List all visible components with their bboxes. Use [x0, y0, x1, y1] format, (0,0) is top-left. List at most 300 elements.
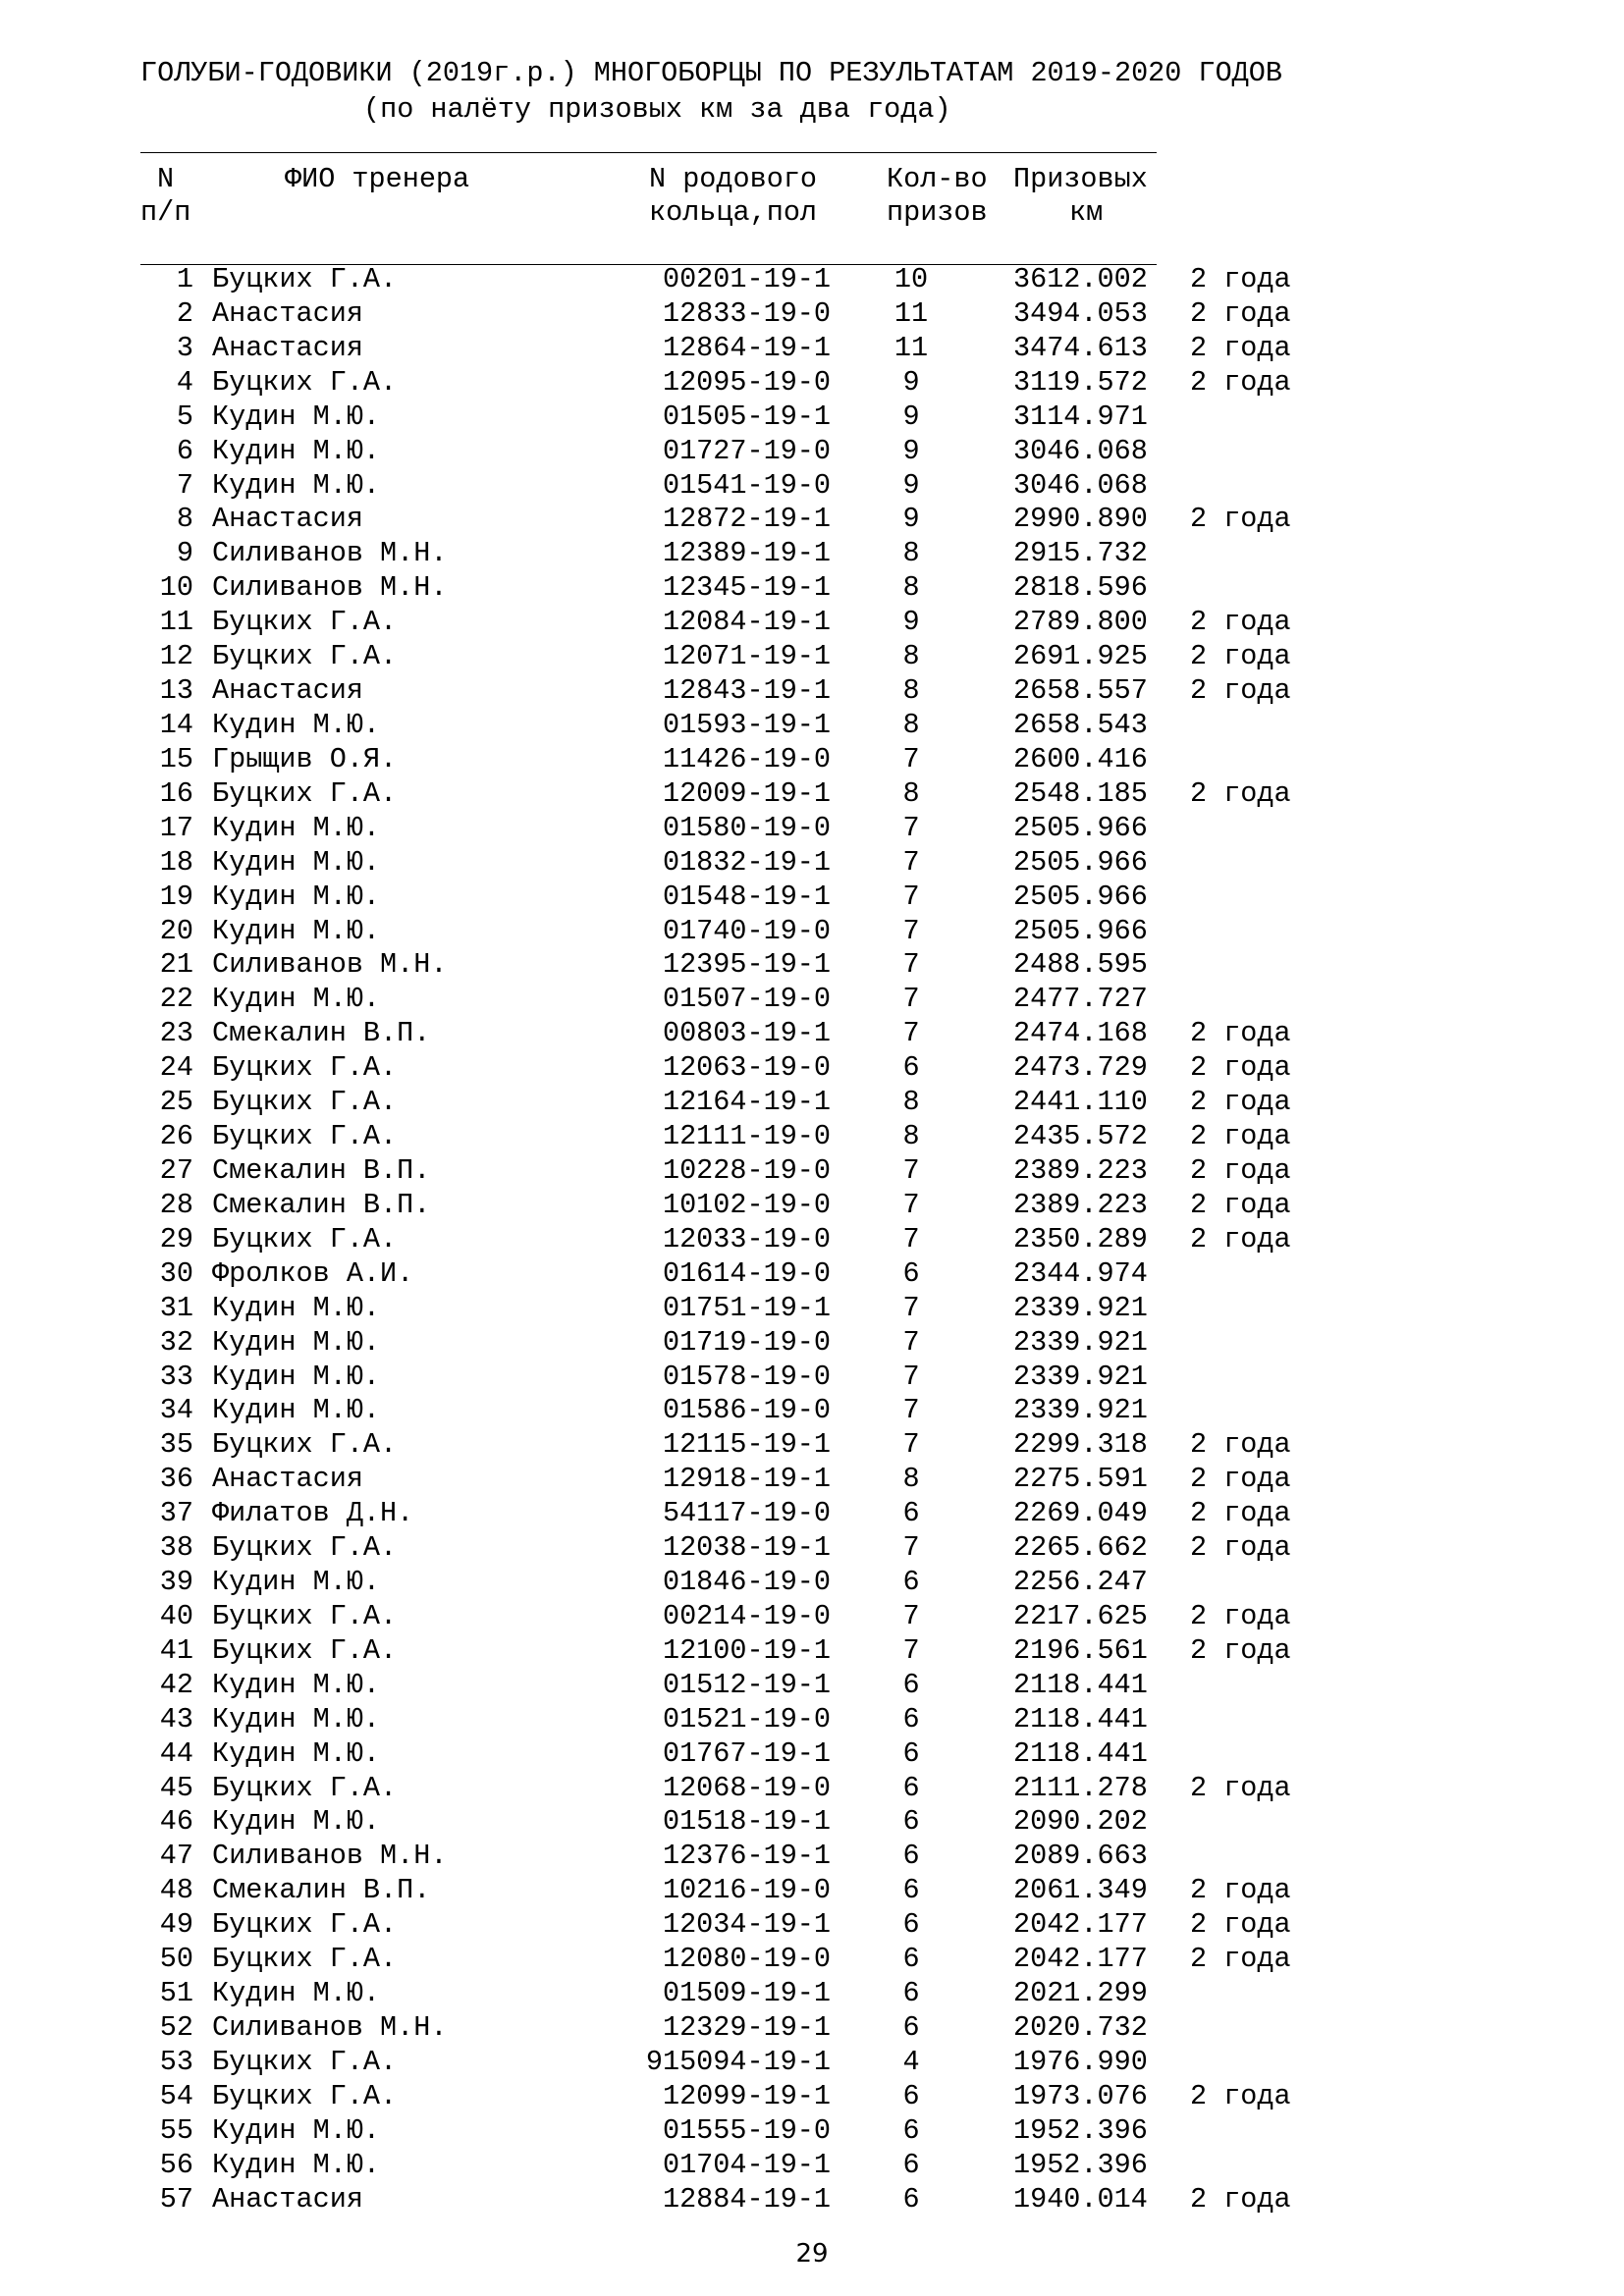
ring-number: 12080-19-0 [662, 1943, 831, 1976]
table-row [0, 1017, 1624, 1051]
table-row [0, 846, 1624, 881]
years-note: 2 года [1190, 674, 1291, 708]
prize-count: 8 [902, 674, 920, 708]
ring-number: 915094-19-1 [645, 2045, 831, 2078]
trainer-name: Анастасия [212, 503, 363, 536]
row-number: 44 [159, 1736, 193, 1770]
trainer-name: Кудин М.Ю. [212, 1805, 381, 1839]
trainer-name: Кудин М.Ю. [212, 2148, 381, 2181]
table-row [0, 1463, 1624, 1497]
years-note: 2 года [1190, 606, 1291, 639]
years-note: 2 года [1190, 365, 1291, 399]
trainer-name: Буцких Г.А. [212, 640, 398, 673]
prize-km: 2789.800 [1013, 606, 1148, 639]
table-row [0, 640, 1624, 674]
prize-km: 2691.925 [1013, 640, 1148, 673]
years-note: 2 года [1190, 1463, 1291, 1496]
prize-count: 6 [902, 1566, 920, 1599]
prize-count: 7 [902, 880, 920, 913]
table-row [0, 1703, 1624, 1737]
row-number: 30 [159, 1256, 193, 1290]
prize-km: 1976.990 [1013, 2045, 1148, 2078]
table-row [0, 571, 1624, 606]
row-number: 6 [176, 434, 193, 467]
ring-number: 12100-19-1 [662, 1633, 831, 1667]
prize-count: 11 [893, 296, 929, 330]
trainer-name: Анастасия [212, 296, 363, 330]
table-row [0, 263, 1624, 297]
prize-km: 2269.049 [1013, 1497, 1148, 1530]
trainer-name: Силиванов М.Н. [212, 2011, 448, 2045]
prize-km: 2389.223 [1013, 1153, 1148, 1187]
ring-number: 01548-19-1 [662, 880, 831, 913]
trainer-name: Буцких Г.А. [212, 263, 398, 295]
row-number: 8 [176, 503, 193, 536]
prize-km: 2505.966 [1013, 811, 1148, 844]
trainer-name: Кудин М.Ю. [212, 811, 381, 844]
table-row [0, 983, 1624, 1017]
row-number: 40 [159, 1599, 193, 1632]
table-row [0, 606, 1624, 640]
header-top-rule [140, 152, 1157, 153]
ring-number: 12038-19-1 [662, 1531, 831, 1565]
prize-count: 6 [902, 1771, 920, 1804]
prize-count: 6 [902, 2148, 920, 2181]
ring-number: 01846-19-0 [662, 1566, 831, 1599]
prize-count: 6 [902, 1805, 920, 1839]
prize-count: 7 [902, 914, 920, 947]
ring-number: 01555-19-0 [662, 2113, 831, 2147]
table-row [0, 1840, 1624, 1874]
trainer-name: Кудин М.Ю. [212, 1566, 381, 1599]
years-note: 2 года [1190, 1086, 1291, 1119]
ring-number: 01512-19-1 [662, 1668, 831, 1701]
ring-number: 12872-19-1 [662, 503, 831, 536]
trainer-name: Кудин М.Ю. [212, 400, 381, 433]
prize-count: 11 [893, 331, 929, 364]
ring-number: 01578-19-0 [662, 1360, 831, 1393]
prize-count: 7 [902, 845, 920, 879]
prize-count: 10 [893, 263, 929, 295]
row-number: 51 [159, 1977, 193, 2010]
title-line-1: ГОЛУБИ-ГОДОВИКИ (2019г.р.) МНОГОБОРЦЫ ПО РЕЗУЛЬТАТАМ 2019-2020 ГОДОВ [140, 57, 1282, 89]
prize-count: 7 [902, 1188, 920, 1221]
prize-km: 2915.732 [1013, 537, 1148, 570]
table-row [0, 812, 1624, 846]
table-row [0, 709, 1624, 743]
prize-count: 6 [902, 1943, 920, 1976]
prize-km: 2505.966 [1013, 880, 1148, 913]
prize-count: 9 [902, 503, 920, 536]
row-number: 31 [159, 1291, 193, 1324]
ring-number: 12115-19-1 [662, 1428, 831, 1462]
ring-number: 12864-19-1 [662, 331, 831, 364]
row-number: 39 [159, 1566, 193, 1599]
ring-number: 01751-19-1 [662, 1291, 831, 1324]
trainer-name: Смекалин В.П. [212, 1017, 431, 1050]
prize-km: 2042.177 [1013, 1908, 1148, 1942]
trainer-name: Буцких Г.А. [212, 365, 398, 399]
row-number: 28 [159, 1188, 193, 1221]
years-note: 2 года [1190, 1222, 1291, 1255]
header-count-line2: призов [887, 196, 988, 229]
row-number: 27 [159, 1153, 193, 1187]
trainer-name: Буцких Г.А. [212, 1771, 398, 1804]
row-number: 48 [159, 1874, 193, 1907]
table-row [0, 948, 1624, 983]
ring-number: 01767-19-1 [662, 1736, 831, 1770]
prize-km: 2299.318 [1013, 1428, 1148, 1462]
years-note: 2 года [1190, 1153, 1291, 1187]
table-row [0, 1086, 1624, 1120]
prize-count: 7 [902, 1428, 920, 1462]
table-row [0, 2011, 1624, 2046]
header-n-line2: п/п [140, 196, 191, 229]
ring-number: 01719-19-0 [662, 1325, 831, 1359]
ring-number: 12345-19-1 [662, 571, 831, 605]
page-number: 29 [795, 2239, 829, 2269]
prize-km: 2505.966 [1013, 845, 1148, 879]
table-row [0, 2149, 1624, 2183]
ring-number: 00201-19-1 [662, 263, 831, 295]
ring-number: 10228-19-0 [662, 1153, 831, 1187]
table-row [0, 537, 1624, 571]
prize-km: 2275.591 [1013, 1463, 1148, 1496]
ring-number: 12395-19-1 [662, 948, 831, 982]
prize-count: 6 [902, 1908, 920, 1942]
row-number: 38 [159, 1531, 193, 1565]
row-number: 13 [159, 674, 193, 708]
prize-count: 4 [902, 2045, 920, 2078]
prize-km: 2474.168 [1013, 1017, 1148, 1050]
trainer-name: Силиванов М.Н. [212, 537, 448, 570]
prize-count: 8 [902, 776, 920, 810]
row-number: 25 [159, 1086, 193, 1119]
trainer-name: Буцких Г.А. [212, 1599, 398, 1632]
results-table [0, 263, 1624, 2217]
years-note: 2 года [1190, 331, 1291, 364]
ring-number: 12071-19-1 [662, 640, 831, 673]
table-row [0, 1223, 1624, 1257]
trainer-name: Буцких Г.А. [212, 2079, 398, 2112]
row-number: 33 [159, 1360, 193, 1393]
table-row [0, 1772, 1624, 1806]
ring-number: 01518-19-1 [662, 1805, 831, 1839]
prize-km: 3114.971 [1013, 400, 1148, 433]
years-note: 2 года [1190, 1188, 1291, 1221]
row-number: 36 [159, 1463, 193, 1496]
ring-number: 10216-19-0 [662, 1874, 831, 1907]
prize-km: 3046.068 [1013, 468, 1148, 502]
prize-km: 2350.289 [1013, 1222, 1148, 1255]
table-row [0, 1634, 1624, 1669]
prize-count: 8 [902, 537, 920, 570]
trainer-name: Кудин М.Ю. [212, 1394, 381, 1427]
prize-count: 7 [902, 1633, 920, 1667]
prize-count: 6 [902, 1736, 920, 1770]
years-note: 2 года [1190, 1051, 1291, 1085]
table-row [0, 1292, 1624, 1326]
years-note: 2 года [1190, 1771, 1291, 1804]
prize-count: 6 [902, 1051, 920, 1085]
years-note: 2 года [1190, 1120, 1291, 1153]
prize-km: 2990.890 [1013, 503, 1148, 536]
row-number: 24 [159, 1051, 193, 1085]
trainer-name: Кудин М.Ю. [212, 1325, 381, 1359]
table-row [0, 1874, 1624, 1908]
row-number: 18 [159, 845, 193, 879]
trainer-name: Буцких Г.А. [212, 1428, 398, 1462]
prize-km: 2090.202 [1013, 1805, 1148, 1839]
table-row [0, 297, 1624, 332]
row-number: 34 [159, 1394, 193, 1427]
ring-number: 12034-19-1 [662, 1908, 831, 1942]
prize-count: 8 [902, 708, 920, 741]
prize-km: 2118.441 [1013, 1668, 1148, 1701]
ring-number: 01505-19-1 [662, 400, 831, 433]
prize-km: 2339.921 [1013, 1291, 1148, 1324]
prize-km: 1952.396 [1013, 2113, 1148, 2147]
trainer-name: Кудин М.Ю. [212, 1736, 381, 1770]
prize-count: 9 [902, 365, 920, 399]
prize-count: 6 [902, 1702, 920, 1735]
years-note: 2 года [1190, 1874, 1291, 1907]
table-row [0, 1361, 1624, 1395]
ring-number: 01580-19-0 [662, 811, 831, 844]
prize-km: 2256.247 [1013, 1566, 1148, 1599]
prize-count: 7 [902, 1325, 920, 1359]
years-note: 2 года [1190, 1497, 1291, 1530]
row-number: 55 [159, 2113, 193, 2147]
row-number: 53 [159, 2045, 193, 2078]
table-row [0, 1497, 1624, 1531]
prize-count: 7 [902, 1291, 920, 1324]
trainer-name: Буцких Г.А. [212, 2045, 398, 2078]
prize-count: 8 [902, 1086, 920, 1119]
table-row [0, 1805, 1624, 1840]
table-row [0, 674, 1624, 709]
table-row [0, 2046, 1624, 2080]
table-row [0, 435, 1624, 469]
ring-number: 00214-19-0 [662, 1599, 831, 1632]
trainer-name: Смекалин В.П. [212, 1188, 431, 1221]
header-km-line2: км [1069, 196, 1104, 229]
table-row [0, 1120, 1624, 1154]
ring-number: 11426-19-0 [662, 742, 831, 775]
years-note: 2 года [1190, 1908, 1291, 1942]
trainer-name: Кудин М.Ю. [212, 880, 381, 913]
prize-km: 2265.662 [1013, 1531, 1148, 1565]
prize-count: 7 [902, 1599, 920, 1632]
table-row [0, 1600, 1624, 1634]
years-note: 2 года [1190, 640, 1291, 673]
trainer-name: Буцких Г.А. [212, 1086, 398, 1119]
prize-km: 2818.596 [1013, 571, 1148, 605]
prize-count: 6 [902, 2113, 920, 2147]
ring-number: 12164-19-1 [662, 1086, 831, 1119]
row-number: 9 [176, 537, 193, 570]
prize-count: 6 [902, 1497, 920, 1530]
prize-km: 3046.068 [1013, 434, 1148, 467]
row-number: 35 [159, 1428, 193, 1462]
header-km-line1: Призовых [1013, 163, 1148, 195]
row-number: 7 [176, 468, 193, 502]
ring-number: 12095-19-0 [662, 365, 831, 399]
row-number: 47 [159, 1840, 193, 1873]
table-row [0, 1428, 1624, 1463]
years-note: 2 года [1190, 503, 1291, 536]
prize-km: 2042.177 [1013, 1943, 1148, 1976]
ring-number: 01740-19-0 [662, 914, 831, 947]
prize-km: 2600.416 [1013, 742, 1148, 775]
trainer-name: Кудин М.Ю. [212, 983, 381, 1016]
years-note: 2 года [1190, 1017, 1291, 1050]
trainer-name: Буцких Г.А. [212, 776, 398, 810]
prize-count: 7 [902, 1153, 920, 1187]
ring-number: 12843-19-1 [662, 674, 831, 708]
row-number: 50 [159, 1943, 193, 1976]
trainer-name: Анастасия [212, 2182, 363, 2216]
row-number: 46 [159, 1805, 193, 1839]
ring-number: 01614-19-0 [662, 1256, 831, 1290]
row-number: 21 [159, 948, 193, 982]
prize-km: 3119.572 [1013, 365, 1148, 399]
ring-number: 00803-19-1 [662, 1017, 831, 1050]
trainer-name: Буцких Г.А. [212, 1531, 398, 1565]
prize-km: 2339.921 [1013, 1394, 1148, 1427]
ring-number: 12833-19-0 [662, 296, 831, 330]
row-number: 57 [159, 2182, 193, 2216]
years-note: 2 года [1190, 2182, 1291, 2216]
prize-count: 7 [902, 983, 920, 1016]
prize-km: 2658.543 [1013, 708, 1148, 741]
prize-count: 6 [902, 1874, 920, 1907]
prize-km: 2473.729 [1013, 1051, 1148, 1085]
ring-number: 01704-19-1 [662, 2148, 831, 2181]
row-number: 16 [159, 776, 193, 810]
table-row [0, 1154, 1624, 1189]
table-row [0, 469, 1624, 504]
table-row [0, 777, 1624, 812]
title-line-2: (по налёту призовых км за два года) [363, 93, 951, 126]
header-count-line1: Кол-во [887, 163, 988, 195]
ring-number: 01509-19-1 [662, 1977, 831, 2010]
table-row [0, 1737, 1624, 1772]
years-note: 2 года [1190, 296, 1291, 330]
trainer-name: Анастасия [212, 331, 363, 364]
prize-count: 7 [902, 948, 920, 982]
header-n-line1: N [157, 163, 175, 195]
prize-km: 2021.299 [1013, 1977, 1148, 2010]
table-row [0, 1977, 1624, 2011]
trainer-name: Кудин М.Ю. [212, 914, 381, 947]
prize-count: 6 [902, 1977, 920, 2010]
trainer-name: Кудин М.Ю. [212, 1977, 381, 2010]
row-number: 42 [159, 1668, 193, 1701]
trainer-name: Буцких Г.А. [212, 1120, 398, 1153]
years-note: 2 года [1190, 1531, 1291, 1565]
prize-km: 2118.441 [1013, 1736, 1148, 1770]
prize-count: 6 [902, 2182, 920, 2216]
ring-number: 01507-19-0 [662, 983, 831, 1016]
prize-km: 2339.921 [1013, 1360, 1148, 1393]
ring-number: 12068-19-0 [662, 1771, 831, 1804]
ring-number: 01727-19-0 [662, 434, 831, 467]
years-note: 2 года [1190, 1943, 1291, 1976]
row-number: 22 [159, 983, 193, 1016]
prize-count: 8 [902, 1120, 920, 1153]
ring-number: 01586-19-0 [662, 1394, 831, 1427]
prize-km: 1940.014 [1013, 2182, 1148, 2216]
trainer-name: Буцких Г.А. [212, 1222, 398, 1255]
years-note: 2 года [1190, 1599, 1291, 1632]
table-row [0, 743, 1624, 777]
table-row [0, 2183, 1624, 2217]
prize-count: 7 [902, 1017, 920, 1050]
prize-count: 7 [902, 742, 920, 775]
table-row [0, 1908, 1624, 1943]
row-number: 41 [159, 1633, 193, 1667]
prize-km: 2020.732 [1013, 2011, 1148, 2045]
ring-number: 01521-19-0 [662, 1702, 831, 1735]
row-number: 2 [176, 296, 193, 330]
ring-number: 12376-19-1 [662, 1840, 831, 1873]
prize-km: 3494.053 [1013, 296, 1148, 330]
row-number: 45 [159, 1771, 193, 1804]
prize-count: 6 [902, 2079, 920, 2112]
table-row [0, 1326, 1624, 1361]
ring-number: 12884-19-1 [662, 2182, 831, 2216]
years-note: 2 года [1190, 2079, 1291, 2112]
row-number: 26 [159, 1120, 193, 1153]
prize-count: 9 [902, 606, 920, 639]
years-note: 2 года [1190, 776, 1291, 810]
ring-number: 12918-19-1 [662, 1463, 831, 1496]
prize-count: 9 [902, 400, 920, 433]
ring-number: 12329-19-1 [662, 2011, 831, 2045]
trainer-name: Буцких Г.А. [212, 1943, 398, 1976]
row-number: 1 [176, 263, 193, 295]
table-row [0, 400, 1624, 435]
ring-number: 12063-19-0 [662, 1051, 831, 1085]
table-row [0, 332, 1624, 366]
row-number: 11 [159, 606, 193, 639]
row-number: 52 [159, 2011, 193, 2045]
prize-count: 6 [902, 1668, 920, 1701]
trainer-name: Смекалин В.П. [212, 1153, 431, 1187]
row-number: 12 [159, 640, 193, 673]
prize-km: 2477.727 [1013, 983, 1148, 1016]
row-number: 14 [159, 708, 193, 741]
table-row [0, 1943, 1624, 1977]
table-row [0, 1531, 1624, 1566]
trainer-name: Кудин М.Ю. [212, 1668, 381, 1701]
prize-km: 2488.595 [1013, 948, 1148, 982]
table-row [0, 1051, 1624, 1086]
table-row [0, 2114, 1624, 2149]
row-number: 4 [176, 365, 193, 399]
trainer-name: Фролков А.И. [212, 1256, 414, 1290]
ring-number: 12099-19-1 [662, 2079, 831, 2112]
row-number: 32 [159, 1325, 193, 1359]
trainer-name: Силиванов М.Н. [212, 1840, 448, 1873]
prize-count: 6 [902, 2011, 920, 2045]
row-number: 37 [159, 1497, 193, 1530]
row-number: 19 [159, 880, 193, 913]
years-note: 2 года [1190, 1633, 1291, 1667]
trainer-name: Кудин М.Ю. [212, 708, 381, 741]
table-row [0, 2080, 1624, 2114]
